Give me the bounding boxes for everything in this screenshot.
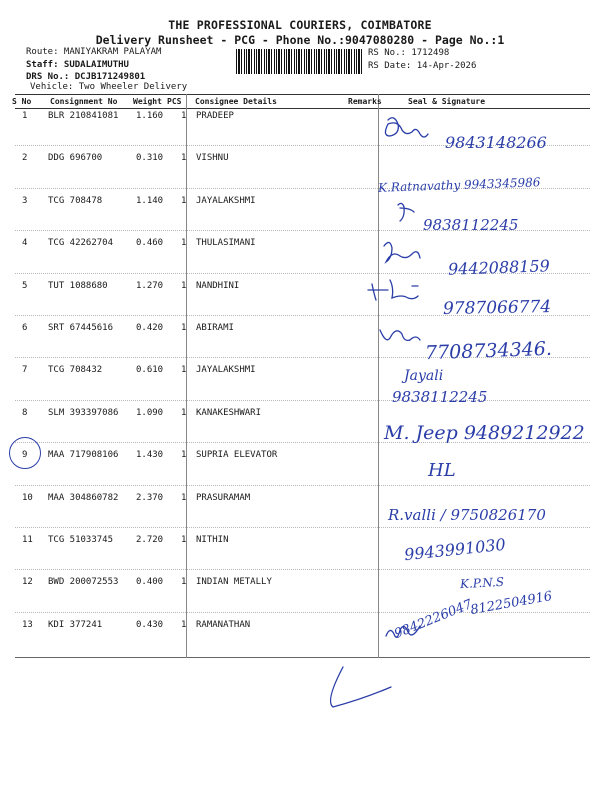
row-consignee: PRADEEP <box>196 111 234 121</box>
table-row <box>0 365 600 407</box>
handwritten-11: 9943991030 <box>403 534 507 565</box>
row-sno: 6 <box>22 323 28 333</box>
row-consignee: NANDHINI <box>196 280 240 291</box>
row-sno: 4 <box>22 238 28 249</box>
company-name: THE PROFESSIONAL COURIERS, COIMBATORE <box>168 18 432 32</box>
handwritten-12-name: K.P.N.S <box>459 574 505 592</box>
table-row <box>0 450 600 492</box>
runsheet-title: Delivery Runsheet - PCG - Phone No.:9047080280 - Page No.:1 <box>95 33 505 47</box>
row-sno: 7 <box>22 365 28 376</box>
row-pcs: 1 <box>181 111 187 121</box>
signature-stroke-bottom <box>331 667 391 707</box>
row-sno: 2 <box>22 153 28 164</box>
row-pcs: 1 <box>181 450 187 461</box>
table-row <box>0 535 600 577</box>
row-consignment: MAA 304860782 <box>48 492 119 503</box>
row-consignment: KDI 377241 <box>48 619 103 630</box>
row-sno: 13 <box>22 619 33 630</box>
row-separator <box>15 527 590 528</box>
row-consignment: TCG 708432 <box>48 365 103 376</box>
handwritten-3: 9838112245 <box>423 216 519 234</box>
runsheet-meta-right <box>368 47 476 72</box>
row-consignment: BWD 200072553 <box>48 577 119 588</box>
handwritten-8: M. Jeep 9489212922 <box>384 422 585 444</box>
table-header-rule <box>15 108 590 109</box>
header-sno: S No <box>12 97 32 106</box>
row-consignment: TCG 42262704 <box>48 238 114 249</box>
row-weight: 0.430 <box>136 619 164 630</box>
header-consignment: Consignment No <box>50 97 118 106</box>
row-separator <box>15 569 590 570</box>
row-consignee: THULASIMANI <box>196 238 256 249</box>
row-pcs: 1 <box>181 619 187 630</box>
row-weight: 1.140 <box>136 195 164 206</box>
handwritten-2: K.Ratnavathy 9943345986 <box>377 175 541 195</box>
row-weight: 2.720 <box>136 535 164 545</box>
row-weight: 1.270 <box>136 280 164 291</box>
row-consignment: TCG 708478 <box>48 195 103 206</box>
row-weight: 1.430 <box>136 450 164 461</box>
row-weight: 0.610 <box>136 365 164 376</box>
row-pcs: 1 <box>181 195 187 206</box>
header-pcs: PCS <box>167 97 182 106</box>
drs-number: DRS No.: DCJB171249801 <box>26 72 146 82</box>
handwritten-1: 9843148266 <box>445 133 547 152</box>
row-sno: 3 <box>22 195 28 206</box>
row-consignee: ABIRAMI <box>196 323 234 333</box>
row-sno: 11 <box>22 535 33 545</box>
row-weight: 0.420 <box>136 323 164 333</box>
row-consignee: RAMANATHAN <box>196 619 251 630</box>
row-weight: 1.090 <box>136 407 164 418</box>
header-seal-signature: Seal & Signature <box>408 97 486 106</box>
row-sno: 10 <box>22 492 33 503</box>
circled-row-mark <box>9 437 41 469</box>
staff: Staff: SUDALAIMUTHU <box>26 59 129 70</box>
row-consignee: SUPRIA ELEVATOR <box>196 450 278 461</box>
row-separator <box>15 400 590 401</box>
row-consignment: DDG 696700 <box>48 153 103 164</box>
row-consignment: SLM 393397086 <box>48 407 119 418</box>
runsheet-meta-left <box>26 46 161 84</box>
row-sno: 5 <box>22 280 28 291</box>
row-weight: 1.160 <box>136 111 164 121</box>
barcode <box>236 49 362 74</box>
rs-date: RS Date: 14-Apr-2026 <box>368 60 477 71</box>
row-separator <box>15 485 590 486</box>
row-consignment: BLR 210841081 <box>48 111 119 121</box>
route: Route: MANIYAKRAM PALAYAM <box>26 47 162 57</box>
row-weight: 0.310 <box>136 153 164 164</box>
handwritten-6: 7708734346. <box>424 337 553 365</box>
table-row <box>0 620 600 662</box>
row-pcs: 1 <box>181 535 187 545</box>
row-consignee: KANAKESHWARI <box>196 407 262 418</box>
row-pcs: 1 <box>181 280 187 291</box>
row-consignment: SRT 67445616 <box>48 323 114 333</box>
row-pcs: 1 <box>181 153 187 164</box>
handwritten-7-name: Jayali <box>404 368 444 384</box>
row-consignee: JAYALAKSHMI <box>196 365 256 376</box>
handwritten-10: R.valli / 9750826170 <box>388 506 546 524</box>
row-weight: 0.460 <box>136 238 164 249</box>
row-pcs: 1 <box>181 238 187 249</box>
row-consignee: VISHNU <box>196 153 229 164</box>
header-remarks: Remarks <box>348 97 382 106</box>
row-pcs: 1 <box>181 407 187 418</box>
row-consignee: PRASURAMAM <box>196 492 251 503</box>
row-sno: 1 <box>22 111 28 121</box>
row-sno: 8 <box>22 407 28 418</box>
row-pcs: 1 <box>181 323 187 333</box>
header-weight: Weight <box>133 97 162 106</box>
row-pcs: 1 <box>181 365 187 376</box>
row-consignment: TCG 51033745 <box>48 535 114 545</box>
handwritten-5: 9787066774 <box>442 297 552 319</box>
header-consignee: Consignee Details <box>195 97 277 106</box>
row-pcs: 1 <box>181 492 187 503</box>
row-consignment: MAA 717908106 <box>48 450 119 461</box>
handwritten-13: 9842226047 <box>392 597 475 642</box>
row-sno: 9 <box>22 450 28 461</box>
handwritten-7: 9838112245 <box>392 388 488 406</box>
row-consignment: TUT 1088680 <box>48 280 108 291</box>
row-weight: 2.370 <box>136 492 164 503</box>
row-weight: 0.400 <box>136 577 164 588</box>
handwritten-4: 9442088159 <box>447 256 551 279</box>
handwritten-12: 8122504916 <box>469 588 554 619</box>
row-consignee: NITHIN <box>196 535 229 545</box>
table-top-rule <box>15 94 590 95</box>
row-pcs: 1 <box>181 577 187 588</box>
row-consignee: JAYALAKSHMI <box>196 195 256 206</box>
row-sno: 12 <box>22 577 33 588</box>
row-consignee: INDIAN METALLY <box>196 577 272 588</box>
handwritten-9: HL <box>428 460 456 481</box>
vehicle: Vehicle: Two Wheeler Delivery <box>30 82 188 92</box>
rs-number: RS No.: 1712498 <box>368 48 450 58</box>
